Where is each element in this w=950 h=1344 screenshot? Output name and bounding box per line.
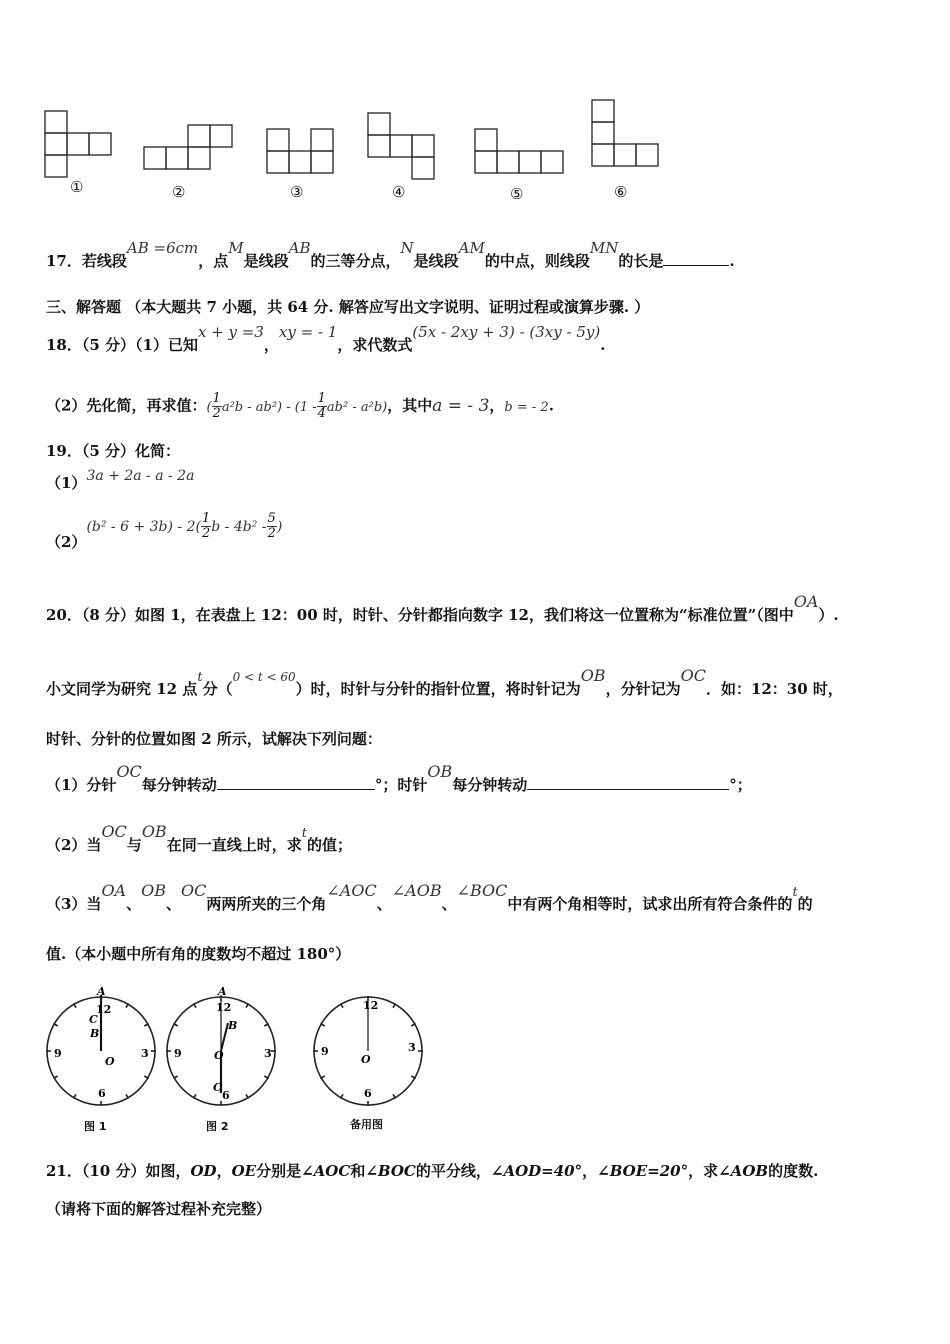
- q20-text: 的: [797, 895, 813, 913]
- q18-p2-expression: a²b - ab²) - (1 -: [221, 399, 317, 415]
- net-label-4: ④: [392, 183, 406, 201]
- net-label-2: ②: [172, 183, 186, 201]
- q20-text: 、: [126, 895, 142, 913]
- q20-text: 的值；: [306, 836, 352, 854]
- q17-text: .: [729, 252, 735, 270]
- question-17: [46, 239, 735, 271]
- q20-text: 与: [126, 836, 142, 854]
- q18-value-b: b = - 2: [504, 399, 549, 415]
- clock1-label-c: C: [89, 1013, 98, 1026]
- question-20-part-3: [46, 881, 813, 914]
- q17-text: 是线段: [413, 252, 459, 270]
- net-label-1: ①: [70, 178, 84, 196]
- q20-ray-oa: OA: [101, 881, 127, 900]
- q21-ray-od: OD: [190, 1162, 217, 1180]
- clock-figure-2: [164, 985, 280, 1111]
- q18-p2-expression: ab² - a²b): [326, 399, 388, 415]
- q20-text: 两两所夹的三个角: [206, 895, 327, 913]
- q20-hour-hand-ob: OB: [141, 822, 167, 841]
- q20-text: 每分钟转动: [452, 776, 528, 794]
- q19-p1-expression: 3a + 2a - a - 2a: [86, 468, 195, 484]
- q20-text: 分（: [202, 680, 233, 698]
- clock2-caption: 图 2: [206, 1120, 229, 1133]
- q21-text: 的平分线，: [415, 1162, 491, 1180]
- q17-text: 的长是: [618, 252, 664, 270]
- q17-point-n: N: [400, 239, 414, 257]
- q21-ray-oe: OE: [231, 1162, 257, 1180]
- denominator: 2: [212, 406, 221, 421]
- q17-text: 的三等分点，: [310, 252, 401, 270]
- q20-ray-oa: OA: [793, 592, 819, 611]
- clock-figure-1: [44, 985, 160, 1111]
- fraction-five-halves: [267, 512, 277, 541]
- q20-minute-hand-oc: OC: [181, 881, 207, 900]
- q20-variable-t: t: [197, 670, 203, 685]
- clock2-label-a: A: [218, 985, 227, 998]
- q21-angle-aoc: ∠AOC: [301, 1162, 351, 1180]
- q20-text: ）时，时针与分针的指针位置，将时针记为: [295, 680, 581, 698]
- denominator: 2: [201, 526, 211, 541]
- question-21-line-2: （请将下面的解答过程补充完整）: [46, 1200, 272, 1218]
- q19-label: （1）: [46, 474, 87, 492]
- q17-text: ，点: [198, 252, 229, 270]
- question-20-line-2: [46, 666, 843, 699]
- q20-text: °；: [729, 776, 752, 794]
- clock2-number-12: 12: [216, 1001, 232, 1014]
- q17-point-m: M: [228, 239, 244, 257]
- clock2-number-9: 9: [174, 1047, 182, 1060]
- question-20-part-2: [46, 822, 352, 855]
- clock1-caption: 图 1: [84, 1120, 107, 1133]
- q19-p2-expression: b - 4b² -: [211, 518, 267, 535]
- q21-text: ，: [216, 1162, 232, 1180]
- q21-angle-boe: ∠BOE=20°: [597, 1162, 689, 1180]
- q20-text: 、: [166, 895, 182, 913]
- q17-segment-ab: AB: [288, 239, 311, 257]
- question-18-part-1: [46, 323, 606, 355]
- question-21-line-1: [46, 1160, 818, 1181]
- q17-text: 17．若线段: [46, 252, 127, 270]
- q19-p2-expression: ): [276, 518, 283, 535]
- question-20-line-3: 时针、分针的位置如图 2 所示，试解决下列问题：: [46, 730, 382, 748]
- q21-text: ，求: [688, 1162, 719, 1180]
- numerator: 1: [212, 391, 221, 406]
- q20-text: 20．（8 分）如图 1，在表盘上 12：00 时，时针、分针都指向数字 12，我们将这一位置称为“标准位置”（图中: [46, 606, 794, 624]
- q20-minute-hand-oc: OC: [101, 822, 127, 841]
- question-20-line-last: 值.（本小题中所有角的度数均不超过 180°）: [46, 945, 351, 963]
- clock1-number-12: 12: [96, 1003, 112, 1016]
- q19-label: （2）: [46, 532, 87, 551]
- cube-net-2: [143, 124, 235, 172]
- q20-text: ，分针记为: [605, 680, 681, 698]
- cube-net-3: [266, 128, 336, 176]
- clock2-number-6: 6: [222, 1089, 230, 1102]
- q18-p2-expression: (: [206, 399, 212, 415]
- q20-text: 、: [376, 895, 392, 913]
- q20-hour-rate-blank[interactable]: [527, 775, 729, 790]
- q20-minute-hand-oc: OC: [116, 762, 142, 781]
- q21-text: 分别是: [256, 1162, 302, 1180]
- q21-angle-boc: ∠BOC: [365, 1162, 416, 1180]
- section-3-title: 三、解答题 （本大题共 7 小题，共 64 分. 解答应写出文字说明、证明过程或演算步骤. ）: [46, 298, 650, 316]
- net-label-3: ③: [290, 183, 304, 201]
- denominator: 4: [317, 406, 326, 421]
- q21-angle-aob: ∠AOB: [718, 1162, 769, 1180]
- clock3-number-6: 6: [364, 1087, 372, 1100]
- q21-text: ，: [582, 1162, 598, 1180]
- q18-condition-2: xy = - 1: [278, 323, 338, 341]
- question-19-part-2: [46, 511, 283, 551]
- q19-p2-expression: (b² - 6 + 3b) - 2(: [86, 518, 201, 535]
- question-19-title: 19．（5 分）化简：: [46, 442, 181, 460]
- clock1-label-o: O: [105, 1055, 115, 1068]
- question-20-part-1: [46, 762, 752, 795]
- q20-minute-hand-oc: OC: [680, 666, 706, 685]
- numerator: 1: [201, 511, 211, 526]
- q20-hour-hand-ob: OB: [141, 881, 166, 900]
- clock1-number-3: 3: [141, 1047, 149, 1060]
- net-label-6: ⑥: [614, 183, 628, 201]
- cube-net-4: [367, 112, 437, 182]
- q21-text: 21．（10 分）如图，: [46, 1162, 191, 1180]
- q20-variable-t: t: [792, 885, 798, 900]
- clock1-label-b: B: [90, 1027, 100, 1040]
- q21-angle-aod: ∠AOD=40°: [490, 1162, 583, 1180]
- q20-text: ．如：12：30 时，: [705, 680, 843, 698]
- q20-angle-aoc: ∠AOC: [326, 881, 377, 900]
- q17-text: 是线段: [243, 252, 289, 270]
- q20-text: （2）当: [46, 836, 102, 854]
- question-20-line-1: [46, 592, 839, 625]
- q21-text: 的度数.: [768, 1162, 819, 1180]
- q20-text: 小文同学为研究 12 点: [46, 680, 198, 698]
- clock1-number-6: 6: [98, 1087, 106, 1100]
- question-18-part-2: [46, 392, 554, 421]
- q20-hour-hand-ob: OB: [427, 762, 453, 781]
- q18-value-a: a = - 3: [432, 395, 490, 416]
- q18-text: ，: [489, 396, 505, 415]
- clock1-number-9: 9: [54, 1047, 62, 1060]
- q17-answer-blank[interactable]: [663, 251, 729, 266]
- clock3-number-9: 9: [321, 1045, 329, 1058]
- q18-text: ，: [263, 336, 279, 354]
- q20-text: 中有两个角相等时，试求出所有符合条件的: [507, 895, 793, 913]
- q18-text: .: [548, 396, 554, 415]
- q17-segment-am: AM: [458, 239, 485, 257]
- net-label-5: ⑤: [510, 185, 524, 203]
- clock2-label-o: O: [214, 1049, 224, 1062]
- q17-ab-length: AB =6cm: [126, 239, 199, 257]
- q20-minute-rate-blank[interactable]: [217, 775, 375, 790]
- q20-range: 0 < t < 60: [232, 670, 296, 684]
- numerator: 5: [267, 511, 276, 526]
- q20-variable-t: t: [301, 826, 307, 841]
- q20-hour-hand-ob: OB: [580, 666, 606, 685]
- q20-text: （3）当: [46, 895, 102, 913]
- clock3-number-12: 12: [363, 999, 379, 1012]
- q17-text: 的中点，则线段: [484, 252, 590, 270]
- q18-condition-1: x + y =3: [197, 323, 264, 341]
- q20-text: °；时针: [374, 776, 428, 794]
- fraction-one-half: [201, 512, 211, 541]
- denominator: 2: [267, 526, 276, 541]
- q20-text: 每分钟转动: [141, 776, 217, 794]
- q17-segment-mn: MN: [589, 239, 619, 257]
- cube-net-1: [44, 110, 114, 180]
- q18-text: 18．（5 分）（1）已知: [46, 336, 198, 354]
- q21-text: 和: [350, 1162, 366, 1180]
- q18-text: .: [600, 336, 606, 354]
- clock2-label-c: C: [213, 1081, 222, 1094]
- q20-text: （1）分针: [46, 776, 117, 794]
- fraction-one-quarter: [317, 392, 327, 421]
- clock2-label-b: B: [228, 1019, 238, 1032]
- clock3-label-o: O: [361, 1053, 371, 1066]
- q20-text: ）.: [818, 606, 839, 624]
- clock2-number-3: 3: [264, 1047, 272, 1060]
- q20-text: 、: [441, 895, 457, 913]
- q18-text: （2）先化简，再求值：: [46, 396, 207, 415]
- q18-text: ，其中: [387, 396, 433, 415]
- numerator: 1: [317, 391, 326, 406]
- q20-text: 在同一直线上时，求: [166, 836, 302, 854]
- q20-angle-boc: ∠BOC: [456, 881, 508, 900]
- clock1-label-a: A: [97, 985, 106, 998]
- clock3-caption: 备用图: [350, 1118, 383, 1131]
- clock3-number-3: 3: [408, 1041, 416, 1054]
- q20-angle-aob: ∠AOB: [391, 881, 442, 900]
- cube-net-5: [474, 128, 566, 176]
- question-19-part-1: [46, 468, 195, 493]
- clock-figure-3: [311, 985, 427, 1111]
- q18-text: ，求代数式: [337, 336, 413, 354]
- q18-expression: (5x - 2xy + 3) - (3xy - 5y): [412, 323, 601, 341]
- fraction-one-half: [212, 392, 222, 421]
- cube-net-6: [591, 99, 661, 169]
